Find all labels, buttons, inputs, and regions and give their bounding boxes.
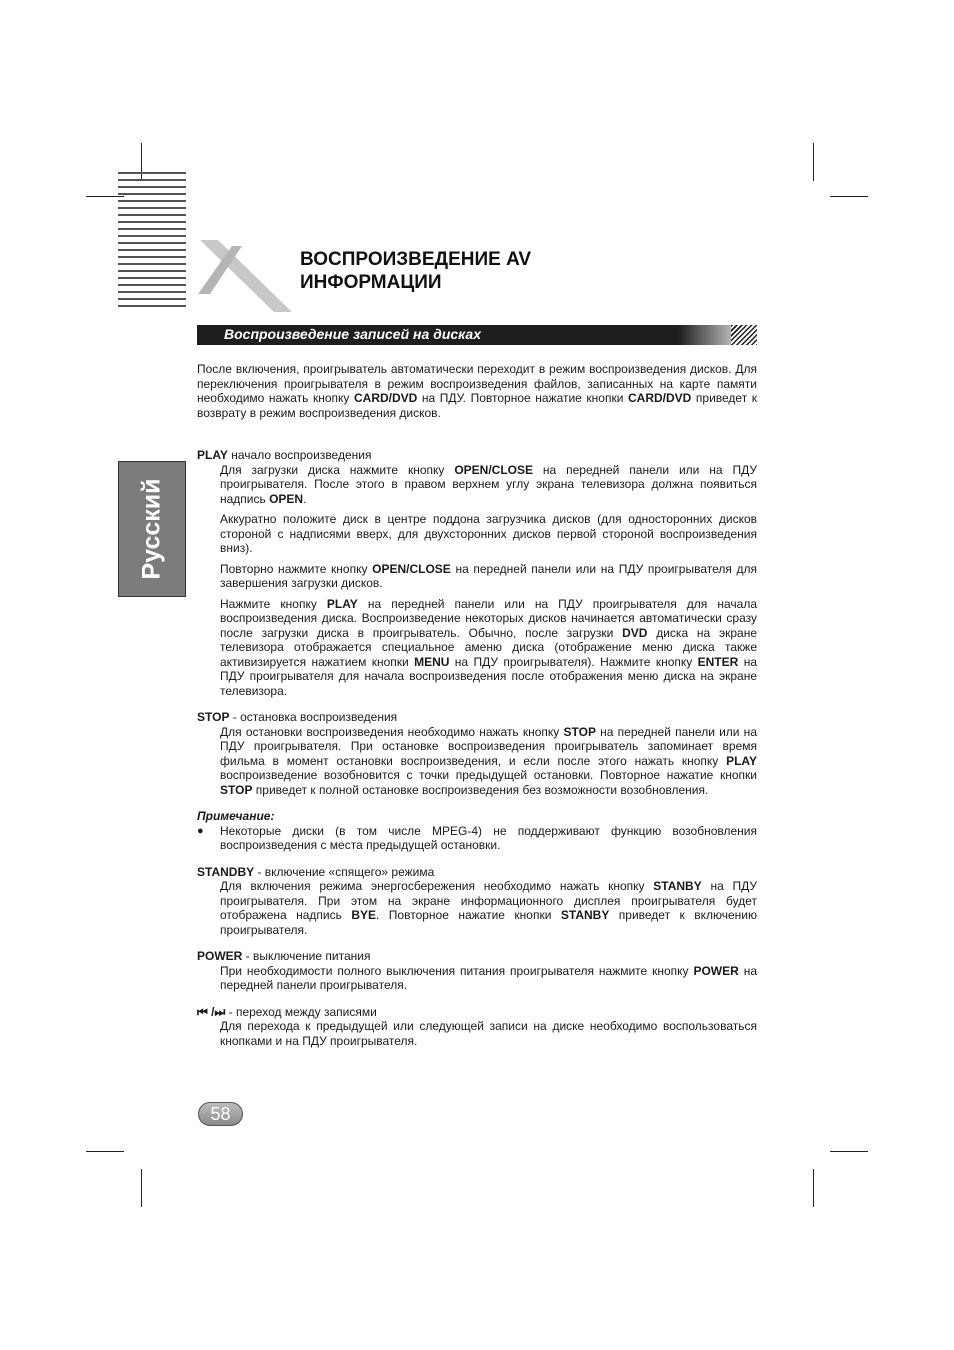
page-title-line1: ВОСПРОИЗВЕДЕНИЕ AV (300, 249, 532, 270)
language-tab-label: Русский (137, 478, 166, 580)
x-logo-icon (192, 236, 302, 316)
crop-mark (141, 1169, 142, 1207)
crop-mark (830, 196, 868, 197)
play-paragraph-4: Нажмите кнопку PLAY на передней панели или на ПДУ проигрывателя для начала воспроизведения диска. Воспроизведение некоторых дисков начинается автоматически сразу после загрузки диска в проигрыватель. Обычно, после загрузки DVD диска на экране телевизора отображается специальное аменю диска (отображение меню диска также активизируется нажатием кнопки MENU на ПДУ проигрывателя). Нажмите кнопку ENTER на ПДУ проигрывателя для начала воспроизведения после отображения меню диска на экране телевизора. (220, 596, 758, 698)
power-paragraph: При необходимости полного выключения питания проигрывателя нажмите кнопку POWER на передней панели проигрывателя. (220, 963, 757, 992)
language-tab (118, 461, 186, 597)
bullet-icon: ● (197, 824, 204, 837)
note-text: Некоторые диски (в том числе MPEG-4) не поддерживают функцию возобновления воспроизведения с места предыдущей остановки. (220, 823, 757, 852)
page-title-line2: ИНФОРМАЦИИ (300, 272, 442, 293)
section-hatch (731, 325, 757, 345)
crop-mark (86, 1151, 124, 1152)
crop-mark (830, 1151, 868, 1152)
standby-paragraph: Для включения режима энергосбережения необходимо нажать кнопку STANBY на ПДУ проигрывателя. При этом на экране информационного дисплея проигрывателя будет отображена надпись BYE. Повторное нажатие кнопки STANBY приведет к включению проигрывателя. (220, 879, 757, 937)
page-number: 58 (198, 1102, 243, 1126)
note-item (197, 824, 757, 853)
main-content (197, 362, 757, 1048)
intro-paragraph: После включения, проигрыватель автоматически переходит в режим воспроизведения дисков. Для переключения проигрывателя в режим воспроизведения файлов, записанных на карте памяти необходимо нажать кнопку CARD/DVD на ПДУ. Повторное нажатие кнопки CARD/DVD приведет к возврату в режим воспроизведения дисков. (197, 362, 758, 420)
stop-heading: STOP - остановка воспроизведения (197, 710, 398, 724)
section-header (197, 325, 757, 345)
page-title (300, 248, 531, 294)
skip-icon: ⏮ /⏭ (197, 1004, 226, 1019)
skip-heading: ⏮ /⏭ - переход между записями (197, 1004, 377, 1019)
section-title: Воспроизведение записей на дисках (224, 326, 481, 342)
crop-mark (813, 1169, 814, 1207)
play-paragraph-1: Для загрузки диска нажмите кнопку OPEN/CLOSE на передней панели или на ПДУ проигрывателя. После этого в правом верхнем углу экрана телевизора должна появиться надпись OPEN. (220, 462, 757, 506)
crop-mark (813, 143, 814, 181)
power-heading: POWER - выключение питания (197, 949, 371, 963)
play-paragraph-2: Аккуратно положите диск в центре поддона загрузчика дисков (для односторонних дисков стороной с надписями вверх, для двухсторонних дисков первой стороной воспроизведения вниз). (220, 512, 757, 555)
play-paragraph-3: Повторно нажмите кнопку OPEN/CLOSE на передней панели или на ПДУ проигрывателя для завершения загрузки дисков. (220, 561, 758, 590)
skip-paragraph: Для перехода к предыдущей или следующей записи на диске необходимо воспользоваться кнопками и на ПДУ проигрывателя. (220, 1019, 757, 1048)
decorative-stripes (118, 172, 186, 312)
play-heading: PLAY начало воспроизведения (197, 448, 372, 462)
note-title: Примечание: (197, 809, 275, 823)
standby-heading: STANDBY - включение «спящего» режима (197, 864, 435, 879)
stop-paragraph: Для остановки воспроизведения необходимо нажать кнопку STOP на передней панели или на ПДУ проигрывателя. При остановке воспроизведения проигрыватель запоминает время фильма в момент остановки воспроизведения, и если после этого нажать кнопку PLAY воспроизведение возобновится с точки предыдущей остановки. Повторное нажатие кнопки STOP приведет к полной остановке воспроизведения без возможности возобновления. (220, 724, 757, 797)
